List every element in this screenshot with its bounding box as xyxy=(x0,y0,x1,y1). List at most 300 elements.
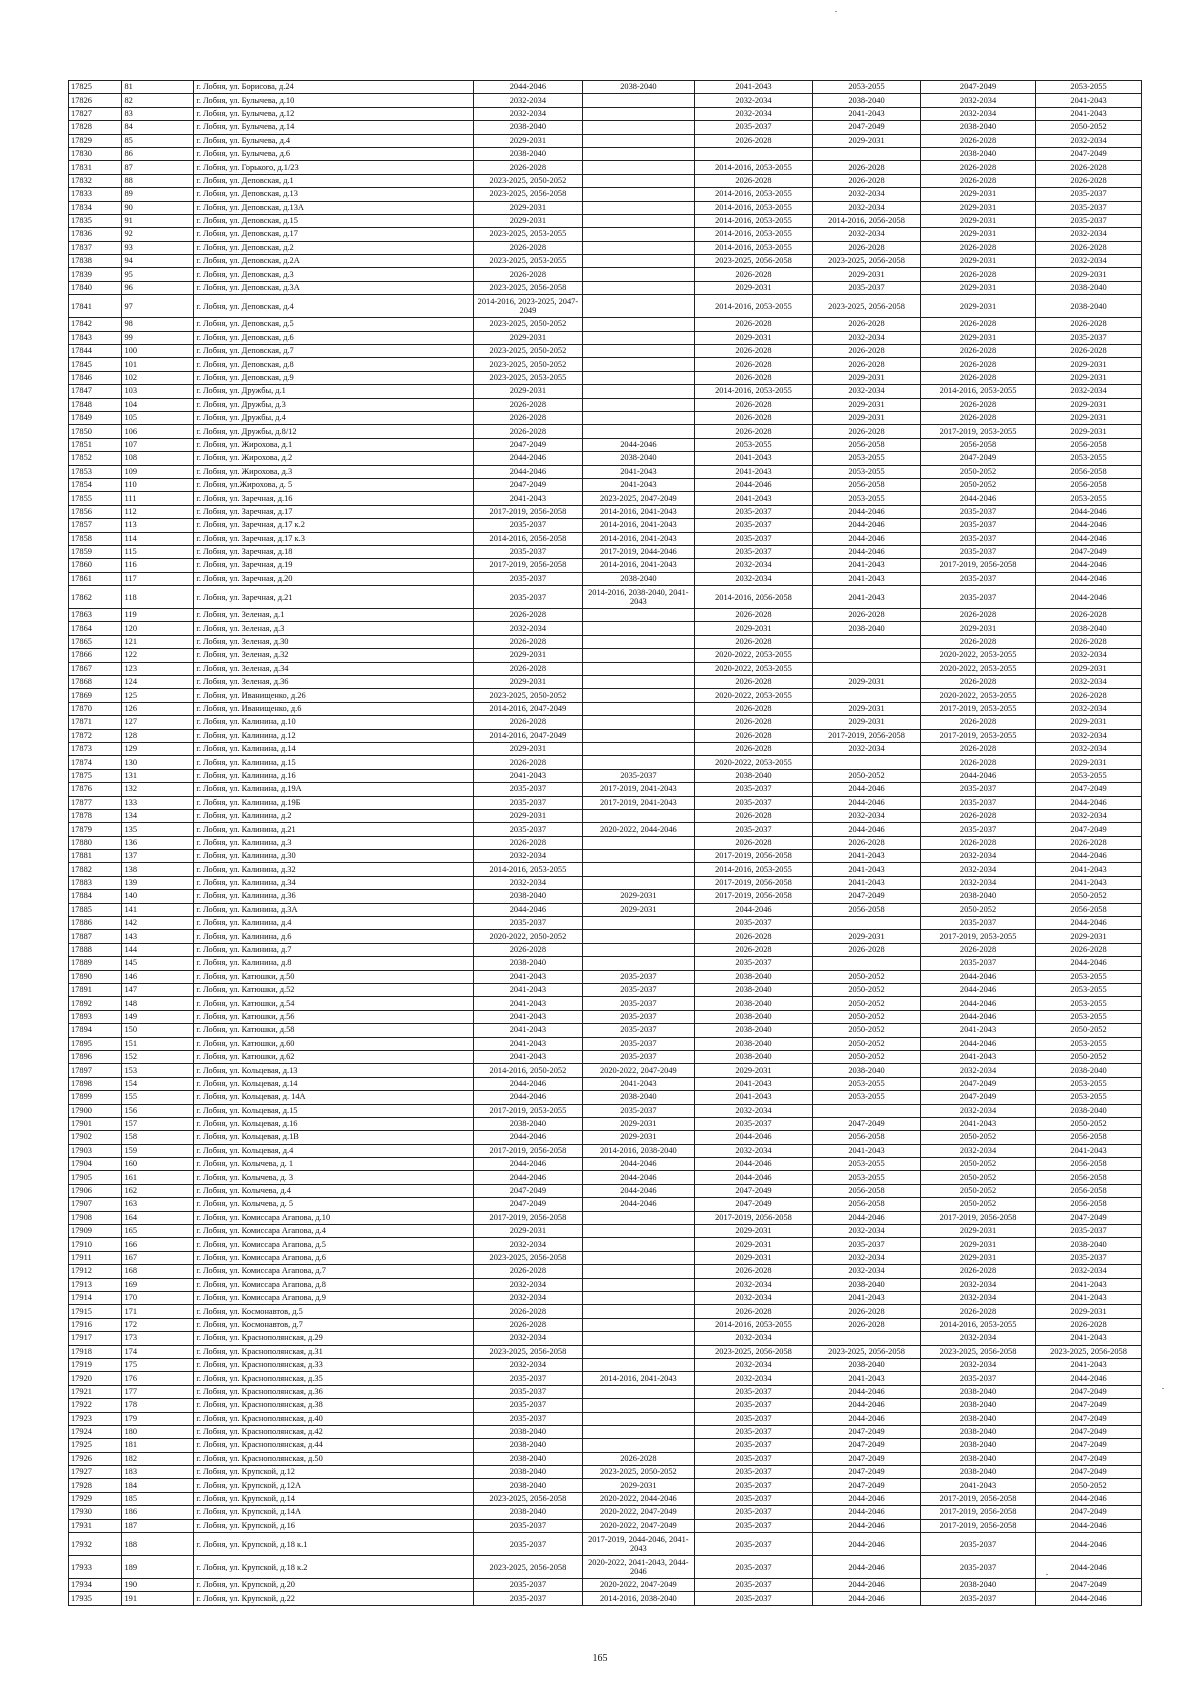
table-row xyxy=(69,465,1142,478)
cell-period-1: 2023-2025, 2056-2058 xyxy=(473,1345,582,1358)
cell-period-3: 2026-2028 xyxy=(694,609,812,622)
cell-period-3: 2035-2037 xyxy=(694,1466,812,1479)
cell-period-5: 2017-2019, 2053-2055 xyxy=(920,729,1035,742)
table-row xyxy=(69,358,1142,371)
cell-row-number: 139 xyxy=(122,876,194,889)
cell-period-6: 2047-2049 xyxy=(1036,1439,1142,1452)
cell-period-1: 2023-2025, 2050-2052 xyxy=(473,689,582,702)
cell-period-5: 2056-2058 xyxy=(920,438,1035,451)
cell-period-1: 2026-2028 xyxy=(473,716,582,729)
cell-period-1: 2029-2031 xyxy=(473,331,582,344)
cell-period-1: 2023-2025, 2050-2052 xyxy=(473,174,582,187)
table-row xyxy=(69,214,1142,227)
cell-period-2 xyxy=(582,1385,694,1398)
cell-period-2 xyxy=(582,411,694,424)
cell-period-1: 2017-2019, 2056-2058 xyxy=(473,1144,582,1157)
cell-period-5: 2026-2028 xyxy=(920,241,1035,254)
cell-period-5: 2026-2028 xyxy=(920,268,1035,281)
cell-period-6: 2047-2049 xyxy=(1036,783,1142,796)
cell-period-4: 2032-2034 xyxy=(813,385,921,398)
cell-period-4: 2056-2058 xyxy=(813,1198,921,1211)
cell-period-3: 2026-2028 xyxy=(694,425,812,438)
cell-period-6: 2044-2046 xyxy=(1036,519,1142,532)
cell-period-4: 2044-2046 xyxy=(813,1556,921,1579)
cell-period-4: 2047-2049 xyxy=(813,1479,921,1492)
cell-period-3: 2044-2046 xyxy=(694,1171,812,1184)
table-row xyxy=(69,572,1142,585)
cell-period-5: 2017-2019, 2056-2058 xyxy=(920,559,1035,572)
cell-address: г. Лобня, ул. Комиссара Агапова, д.9 xyxy=(194,1291,474,1304)
cell-address: г. Лобня, ул. Калинина, д.19Б xyxy=(194,796,474,809)
cell-period-5: 2038-2040 xyxy=(920,1452,1035,1465)
cell-row-number: 180 xyxy=(122,1425,194,1438)
cell-period-4: 2053-2055 xyxy=(813,492,921,505)
cell-record-id: 17923 xyxy=(69,1412,122,1425)
cell-row-number: 188 xyxy=(122,1533,194,1556)
cell-period-5: 2023-2025, 2056-2058 xyxy=(920,1345,1035,1358)
cell-period-6: 2041-2043 xyxy=(1036,1332,1142,1345)
cell-period-4: 2029-2031 xyxy=(813,134,921,147)
cell-row-number: 118 xyxy=(122,586,194,609)
table-row xyxy=(69,1519,1142,1532)
cell-period-4: 2044-2046 xyxy=(813,1579,921,1592)
cell-period-5: 2032-2034 xyxy=(920,1104,1035,1117)
cell-period-3: 2041-2043 xyxy=(694,81,812,94)
table-row xyxy=(69,729,1142,742)
table-row xyxy=(69,876,1142,889)
table-row xyxy=(69,756,1142,769)
cell-period-5: 2050-2052 xyxy=(920,1171,1035,1184)
cell-address: г. Лобня, ул. Калинина, д.8 xyxy=(194,957,474,970)
cell-period-4: 2023-2025, 2056-2058 xyxy=(813,255,921,268)
cell-period-6: 2026-2028 xyxy=(1036,1318,1142,1331)
cell-period-3: 2026-2028 xyxy=(694,398,812,411)
cell-period-4: 2053-2055 xyxy=(813,81,921,94)
cell-period-2 xyxy=(582,635,694,648)
cell-period-1: 2032-2034 xyxy=(473,94,582,107)
cell-period-3: 2032-2034 xyxy=(694,1291,812,1304)
cell-address: г. Лобня, ул. Булычева, д.4 xyxy=(194,134,474,147)
cell-period-3: 2032-2034 xyxy=(694,1144,812,1157)
cell-record-id: 17831 xyxy=(69,161,122,174)
cell-address: г. Лобня, ул. Катюшки, д.50 xyxy=(194,970,474,983)
cell-period-2 xyxy=(582,1225,694,1238)
cell-period-1: 2038-2040 xyxy=(473,1506,582,1519)
cell-row-number: 88 xyxy=(122,174,194,187)
cell-record-id: 17834 xyxy=(69,201,122,214)
cell-record-id: 17862 xyxy=(69,586,122,609)
cell-period-3: 2026-2028 xyxy=(694,371,812,384)
cell-period-1: 2044-2046 xyxy=(473,1158,582,1171)
cell-record-id: 17917 xyxy=(69,1332,122,1345)
cell-address: г. Лобня, ул. Деповская, д.8 xyxy=(194,358,474,371)
cell-record-id: 17891 xyxy=(69,984,122,997)
cell-period-3: 2035-2037 xyxy=(694,1412,812,1425)
cell-period-4 xyxy=(813,649,921,662)
cell-period-6: 2038-2040 xyxy=(1036,1104,1142,1117)
cell-address: г. Лобня, ул. Калинина, д.6 xyxy=(194,930,474,943)
cell-period-2: 2014-2016, 2041-2043 xyxy=(582,559,694,572)
cell-address: г. Лобня, ул. Калинина, д.21 xyxy=(194,823,474,836)
cell-period-5: 2026-2028 xyxy=(920,676,1035,689)
cell-row-number: 190 xyxy=(122,1579,194,1592)
cell-period-2 xyxy=(582,228,694,241)
table-row xyxy=(69,1425,1142,1438)
cell-period-5: 2026-2028 xyxy=(920,161,1035,174)
cell-period-1: 2035-2037 xyxy=(473,519,582,532)
cell-period-4: 2047-2049 xyxy=(813,1425,921,1438)
table-row xyxy=(69,1579,1142,1592)
cell-period-2: 2035-2037 xyxy=(582,1104,694,1117)
cell-period-2 xyxy=(582,281,694,294)
cell-record-id: 17873 xyxy=(69,742,122,755)
cell-period-6: 2047-2049 xyxy=(1036,1412,1142,1425)
cell-address: г. Лобня, ул. Крупской, д.14А xyxy=(194,1506,474,1519)
cell-period-2: 2014-2016, 2041-2043 xyxy=(582,519,694,532)
cell-period-5: 2047-2049 xyxy=(920,1091,1035,1104)
cell-period-3: 2035-2037 xyxy=(694,1519,812,1532)
cell-period-2 xyxy=(582,1291,694,1304)
cell-period-2: 2020-2022, 2047-2049 xyxy=(582,1064,694,1077)
table-row xyxy=(69,823,1142,836)
cell-period-4: 2026-2028 xyxy=(813,425,921,438)
cell-period-5: 2029-2031 xyxy=(920,622,1035,635)
cell-period-1: 2041-2043 xyxy=(473,1037,582,1050)
cell-address: г. Лобня, ул. Булычева, д.12 xyxy=(194,107,474,120)
cell-row-number: 150 xyxy=(122,1024,194,1037)
cell-period-1: 2038-2040 xyxy=(473,1425,582,1438)
cell-address: г. Лобня, ул. Калинина, д.4 xyxy=(194,917,474,930)
cell-period-2: 2038-2040 xyxy=(582,572,694,585)
cell-period-6: 2053-2055 xyxy=(1036,1077,1142,1090)
cell-period-2 xyxy=(582,1345,694,1358)
cell-period-2 xyxy=(582,622,694,635)
cell-period-5: 2038-2040 xyxy=(920,121,1035,134)
cell-period-5: 2032-2034 xyxy=(920,1332,1035,1345)
cell-record-id: 17882 xyxy=(69,863,122,876)
cell-period-6: 2053-2055 xyxy=(1036,492,1142,505)
table-row xyxy=(69,201,1142,214)
cell-row-number: 129 xyxy=(122,742,194,755)
cell-period-4: 2041-2043 xyxy=(813,107,921,120)
cell-address: г. Лобня, ул. Деповская, д.5 xyxy=(194,318,474,331)
cell-address: г. Лобня, ул. Заречная, д.17 к.3 xyxy=(194,532,474,545)
cell-period-6: 2041-2043 xyxy=(1036,1278,1142,1291)
cell-period-3: 2035-2037 xyxy=(694,1452,812,1465)
cell-period-2 xyxy=(582,957,694,970)
cell-address: г. Лобня, ул. Краснополянская, д.29 xyxy=(194,1332,474,1345)
cell-period-5: 2020-2022, 2053-2055 xyxy=(920,649,1035,662)
cell-period-1: 2026-2028 xyxy=(473,398,582,411)
cell-period-4: 2032-2034 xyxy=(813,809,921,822)
cell-period-2 xyxy=(582,1425,694,1438)
cell-row-number: 182 xyxy=(122,1452,194,1465)
cell-row-number: 124 xyxy=(122,676,194,689)
cell-period-3: 2014-2016, 2053-2055 xyxy=(694,201,812,214)
cell-period-1: 2023-2025, 2056-2058 xyxy=(473,281,582,294)
cell-period-4: 2047-2049 xyxy=(813,1117,921,1130)
cell-period-3: 2026-2028 xyxy=(694,676,812,689)
cell-period-6: 2053-2055 xyxy=(1036,997,1142,1010)
cell-period-4 xyxy=(813,756,921,769)
cell-period-6: 2053-2055 xyxy=(1036,452,1142,465)
cell-address: г. Лобня, ул. Комиссара Агапова, д.8 xyxy=(194,1278,474,1291)
cell-period-4: 2026-2028 xyxy=(813,241,921,254)
cell-period-3: 2044-2046 xyxy=(694,903,812,916)
cell-address: г. Лобня, ул. Дружбы, д.3 xyxy=(194,398,474,411)
cell-row-number: 90 xyxy=(122,201,194,214)
cell-record-id: 17851 xyxy=(69,438,122,451)
cell-period-1: 2035-2037 xyxy=(473,1592,582,1605)
cell-period-3: 2035-2037 xyxy=(694,1117,812,1130)
table-row xyxy=(69,1225,1142,1238)
cell-period-5: 2029-2031 xyxy=(920,281,1035,294)
cell-period-3: 2014-2016, 2053-2055 xyxy=(694,161,812,174)
cell-period-6: 2050-2052 xyxy=(1036,1050,1142,1063)
cell-period-5: 2035-2037 xyxy=(920,1372,1035,1385)
cell-period-4: 2044-2046 xyxy=(813,1592,921,1605)
cell-period-5: 2026-2028 xyxy=(920,345,1035,358)
cell-period-1: 2017-2019, 2056-2058 xyxy=(473,505,582,518)
table-row xyxy=(69,107,1142,120)
cell-period-2 xyxy=(582,609,694,622)
cell-record-id: 17893 xyxy=(69,1010,122,1023)
cell-address: г. Лобня, ул. Кольцевая, д.4 xyxy=(194,1144,474,1157)
cell-period-3: 2014-2016, 2053-2055 xyxy=(694,863,812,876)
cell-address: г. Лобня, ул. Краснополянская, д.36 xyxy=(194,1385,474,1398)
table-row xyxy=(69,943,1142,956)
cell-record-id: 17868 xyxy=(69,676,122,689)
scan-speck xyxy=(1162,1388,1164,1389)
cell-record-id: 17922 xyxy=(69,1399,122,1412)
cell-period-2: 2020-2022, 2044-2046 xyxy=(582,1492,694,1505)
table-row xyxy=(69,662,1142,675)
cell-record-id: 17859 xyxy=(69,545,122,558)
table-row xyxy=(69,796,1142,809)
cell-address: г. Лобня, ул. Заречная, д.21 xyxy=(194,586,474,609)
cell-address: г. Лобня, ул. Борисова, д.24 xyxy=(194,81,474,94)
cell-period-1: 2035-2037 xyxy=(473,1372,582,1385)
cell-period-1: 2041-2043 xyxy=(473,492,582,505)
cell-record-id: 17858 xyxy=(69,532,122,545)
cell-address: г. Лобня, ул. Заречная, д.19 xyxy=(194,559,474,572)
cell-period-6: 2038-2040 xyxy=(1036,295,1142,318)
cell-period-4: 2056-2058 xyxy=(813,903,921,916)
cell-period-6: 2032-2034 xyxy=(1036,228,1142,241)
cell-period-1: 2038-2040 xyxy=(473,1452,582,1465)
cell-period-2 xyxy=(582,917,694,930)
cell-period-2: 2014-2016, 2038-2040, 2041-2043 xyxy=(582,586,694,609)
cell-address: г. Лобня, ул. Краснополянская, д.38 xyxy=(194,1399,474,1412)
table-body xyxy=(69,81,1142,1606)
cell-period-2 xyxy=(582,1278,694,1291)
table-row xyxy=(69,702,1142,715)
cell-record-id: 17932 xyxy=(69,1533,122,1556)
cell-period-1: 2026-2028 xyxy=(473,609,582,622)
table-row xyxy=(69,331,1142,344)
cell-period-1: 2041-2043 xyxy=(473,984,582,997)
cell-period-1: 2026-2028 xyxy=(473,241,582,254)
cell-period-4: 2044-2046 xyxy=(813,545,921,558)
cell-period-1: 2038-2040 xyxy=(473,890,582,903)
cell-period-5: 2026-2028 xyxy=(920,809,1035,822)
cell-period-2: 2014-2016, 2038-2040 xyxy=(582,1144,694,1157)
cell-period-1: 2029-2031 xyxy=(473,649,582,662)
cell-record-id: 17852 xyxy=(69,452,122,465)
cell-row-number: 173 xyxy=(122,1332,194,1345)
cell-period-3: 2014-2016, 2053-2055 xyxy=(694,1318,812,1331)
table-row xyxy=(69,1492,1142,1505)
cell-address: г. Лобня, ул. Булычева, д.14 xyxy=(194,121,474,134)
cell-record-id: 17866 xyxy=(69,649,122,662)
cell-record-id: 17895 xyxy=(69,1037,122,1050)
cell-period-5: 2026-2028 xyxy=(920,134,1035,147)
cell-period-5: 2026-2028 xyxy=(920,756,1035,769)
cell-period-6: 2044-2046 xyxy=(1036,850,1142,863)
cell-address: г. Лобня, ул. Катюшки, д.62 xyxy=(194,1050,474,1063)
cell-period-6: 2044-2046 xyxy=(1036,957,1142,970)
cell-row-number: 151 xyxy=(122,1037,194,1050)
cell-period-3: 2026-2028 xyxy=(694,174,812,187)
cell-row-number: 162 xyxy=(122,1184,194,1197)
cell-record-id: 17897 xyxy=(69,1064,122,1077)
cell-row-number: 92 xyxy=(122,228,194,241)
cell-period-6: 2026-2028 xyxy=(1036,609,1142,622)
cell-period-1: 2041-2043 xyxy=(473,1050,582,1063)
cell-record-id: 17880 xyxy=(69,836,122,849)
cell-record-id: 17828 xyxy=(69,121,122,134)
table-row xyxy=(69,809,1142,822)
cell-period-3: 2047-2049 xyxy=(694,1184,812,1197)
cell-row-number: 135 xyxy=(122,823,194,836)
cell-period-4: 2035-2037 xyxy=(813,1238,921,1251)
cell-address: г. Лобня, ул. Деповская, д.13А xyxy=(194,201,474,214)
cell-address: г. Лобня, ул. Крупской, д.12 xyxy=(194,1466,474,1479)
cell-period-6: 2047-2049 xyxy=(1036,1211,1142,1224)
cell-record-id: 17914 xyxy=(69,1291,122,1304)
table-row xyxy=(69,371,1142,384)
cell-period-4: 2044-2046 xyxy=(813,1412,921,1425)
cell-row-number: 115 xyxy=(122,545,194,558)
cell-period-1: 2014-2016, 2047-2049 xyxy=(473,729,582,742)
table-row xyxy=(69,1131,1142,1144)
cell-period-6: 2029-2031 xyxy=(1036,1305,1142,1318)
cell-period-1: 2035-2037 xyxy=(473,1579,582,1592)
cell-period-2 xyxy=(582,742,694,755)
cell-period-3: 2026-2028 xyxy=(694,930,812,943)
cell-row-number: 138 xyxy=(122,863,194,876)
table-row xyxy=(69,438,1142,451)
cell-period-4: 2026-2028 xyxy=(813,318,921,331)
cell-period-5: 2032-2034 xyxy=(920,863,1035,876)
table-row xyxy=(69,1412,1142,1425)
cell-period-2 xyxy=(582,268,694,281)
cell-period-4: 2026-2028 xyxy=(813,836,921,849)
cell-address: г. Лобня, ул. Калинина, д.34 xyxy=(194,876,474,889)
cell-period-2 xyxy=(582,385,694,398)
cell-address: г. Лобня, ул. Краснополянская, д.40 xyxy=(194,1412,474,1425)
cell-period-2 xyxy=(582,121,694,134)
cell-period-4: 2041-2043 xyxy=(813,1144,921,1157)
cell-period-6: 2056-2058 xyxy=(1036,478,1142,491)
cell-row-number: 176 xyxy=(122,1372,194,1385)
cell-period-2: 2020-2022, 2047-2049 xyxy=(582,1579,694,1592)
cell-period-2 xyxy=(582,1211,694,1224)
cell-period-4: 2050-2052 xyxy=(813,1050,921,1063)
cell-period-3: 2035-2037 xyxy=(694,505,812,518)
cell-period-6: 2044-2046 xyxy=(1036,532,1142,545)
cell-record-id: 17903 xyxy=(69,1144,122,1157)
table-row xyxy=(69,622,1142,635)
cell-record-id: 17847 xyxy=(69,385,122,398)
table-row xyxy=(69,1358,1142,1371)
cell-address: г. Лобня, ул. Деповская, д.3 xyxy=(194,268,474,281)
cell-period-2 xyxy=(582,1358,694,1371)
table-row xyxy=(69,478,1142,491)
cell-period-1: 2038-2040 xyxy=(473,1117,582,1130)
cell-period-5: 2050-2052 xyxy=(920,465,1035,478)
cell-period-4: 2053-2055 xyxy=(813,1171,921,1184)
cell-period-2 xyxy=(582,331,694,344)
cell-period-6: 2044-2046 xyxy=(1036,1556,1142,1579)
cell-period-6: 2053-2055 xyxy=(1036,81,1142,94)
cell-address: г. Лобня, ул. Заречная, д.20 xyxy=(194,572,474,585)
cell-row-number: 109 xyxy=(122,465,194,478)
cell-row-number: 143 xyxy=(122,930,194,943)
cell-record-id: 17888 xyxy=(69,943,122,956)
cell-period-5: 2026-2028 xyxy=(920,742,1035,755)
table-row xyxy=(69,134,1142,147)
cell-period-5: 2032-2034 xyxy=(920,94,1035,107)
cell-address: г. Лобня, ул. Зеленая, д.3 xyxy=(194,622,474,635)
cell-address: г. Лобня, ул. Краснополянская, д.44 xyxy=(194,1439,474,1452)
table-row xyxy=(69,1198,1142,1211)
cell-row-number: 169 xyxy=(122,1278,194,1291)
cell-address: г. Лобня, ул. Калинина, д.12 xyxy=(194,729,474,742)
cell-period-4: 2053-2055 xyxy=(813,452,921,465)
cell-period-4: 2044-2046 xyxy=(813,1492,921,1505)
cell-period-1: 2029-2031 xyxy=(473,742,582,755)
cell-period-2 xyxy=(582,649,694,662)
cell-period-4: 2041-2043 xyxy=(813,572,921,585)
cell-period-4: 2038-2040 xyxy=(813,94,921,107)
cell-period-2: 2038-2040 xyxy=(582,1091,694,1104)
cell-period-6: 2044-2046 xyxy=(1036,1592,1142,1605)
cell-period-3: 2044-2046 xyxy=(694,478,812,491)
cell-period-5: 2020-2022, 2053-2055 xyxy=(920,689,1035,702)
cell-period-3: 2038-2040 xyxy=(694,984,812,997)
cell-row-number: 96 xyxy=(122,281,194,294)
cell-address: г. Лобня, ул. Кольцевая, д.1В xyxy=(194,1131,474,1144)
cell-period-4: 2026-2028 xyxy=(813,943,921,956)
cell-period-4 xyxy=(813,662,921,675)
cell-record-id: 17912 xyxy=(69,1265,122,1278)
cell-period-1: 2035-2037 xyxy=(473,783,582,796)
cell-period-3 xyxy=(694,147,812,160)
cell-period-1: 2020-2022, 2050-2052 xyxy=(473,930,582,943)
cell-period-3: 2035-2037 xyxy=(694,1439,812,1452)
cell-period-5: 2035-2037 xyxy=(920,505,1035,518)
cell-period-6: 2032-2034 xyxy=(1036,729,1142,742)
cell-period-2: 2020-2022, 2041-2043, 2044-2046 xyxy=(582,1556,694,1579)
table-row xyxy=(69,94,1142,107)
cell-row-number: 104 xyxy=(122,398,194,411)
table-row xyxy=(69,228,1142,241)
cell-period-4: 2053-2055 xyxy=(813,465,921,478)
table-row xyxy=(69,492,1142,505)
table-row xyxy=(69,1064,1142,1077)
cell-row-number: 107 xyxy=(122,438,194,451)
